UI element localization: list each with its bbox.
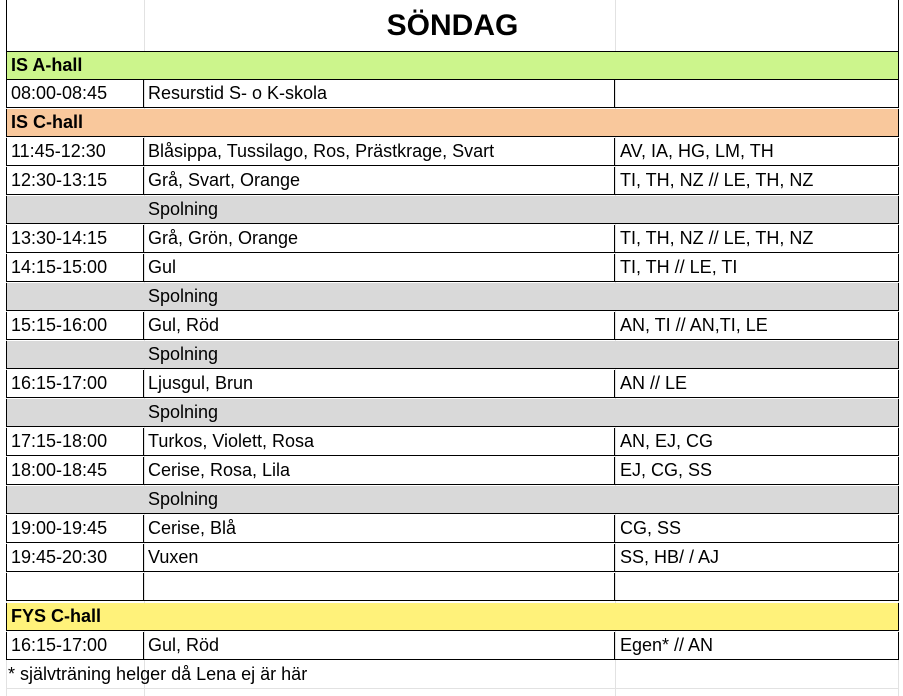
- table-row: [6, 370, 899, 398]
- empty-cell: [6, 573, 144, 600]
- time-cell: 19:00-19:45: [6, 515, 144, 542]
- staff-cell: TI, TH, NZ // LE, TH, NZ: [615, 225, 899, 252]
- footnote: * självträning helger då Lena ej är här: [8, 664, 308, 684]
- staff-cell: AV, IA, HG, LM, TH: [615, 138, 899, 165]
- spolning-row: [6, 399, 899, 427]
- groups-cell: Gul: [144, 254, 615, 281]
- staff-cell: SS, HB/ / AJ: [615, 544, 899, 571]
- section-header-a-hall: IS A-hall: [6, 52, 899, 79]
- time-cell: 17:15-18:00: [6, 428, 144, 455]
- groups-cell: Cerise, Rosa, Lila: [144, 457, 615, 484]
- groups-cell: Resurstid S- o K-skola: [144, 80, 615, 107]
- section-header-c-hall: IS C-hall: [6, 109, 899, 136]
- groups-cell: Gul, Röd: [144, 632, 615, 659]
- empty-row: [6, 573, 899, 601]
- time-cell: 15:15-16:00: [6, 312, 144, 339]
- section-row-a-hall: [6, 52, 899, 80]
- section-row-fys: [6, 603, 899, 631]
- table-row: [6, 167, 899, 195]
- groups-cell: Turkos, Violett, Rosa: [144, 428, 615, 455]
- groups-cell: Vuxen: [144, 544, 615, 571]
- page-title: SÖNDAG: [386, 8, 519, 42]
- spolning-label: Spolning: [148, 489, 219, 509]
- staff-cell: TI, TH, NZ // LE, TH, NZ: [615, 167, 899, 194]
- time-cell: 19:45-20:30: [6, 544, 144, 571]
- staff-cell: EJ, CG, SS: [615, 457, 899, 484]
- time-cell: 13:30-14:15: [6, 225, 144, 252]
- spolning-label: Spolning: [148, 286, 219, 306]
- time-cell: 14:15-15:00: [6, 254, 144, 281]
- title-row: [6, 0, 899, 52]
- groups-cell: Blåsippa, Tussilago, Ros, Prästkrage, Svart: [144, 138, 615, 165]
- time-cell: 12:30-13:15: [6, 167, 144, 194]
- table-row: [6, 457, 899, 485]
- spolning-row: [6, 341, 899, 369]
- table-row: [6, 254, 899, 282]
- groups-cell: Grå, Grön, Orange: [144, 225, 615, 252]
- spolning-label: Spolning: [148, 199, 219, 219]
- empty-cell: [144, 573, 615, 600]
- table-row: [6, 544, 899, 572]
- time-cell: 16:15-17:00: [6, 370, 144, 397]
- groups-cell: Cerise, Blå: [144, 515, 615, 542]
- groups-cell: Gul, Röd: [144, 312, 615, 339]
- grid-line: [6, 688, 899, 689]
- table-row: [6, 138, 899, 166]
- staff-cell: AN, TI // AN,TI, LE: [615, 312, 899, 339]
- staff-cell: AN // LE: [615, 370, 899, 397]
- staff-cell: Egen* // AN: [615, 632, 899, 659]
- table-row: [6, 80, 899, 108]
- section-header-fys: FYS C-hall: [6, 603, 899, 630]
- spolning-label: Spolning: [148, 344, 219, 364]
- table-row: [6, 428, 899, 456]
- time-cell: 16:15-17:00: [6, 632, 144, 659]
- staff-cell: [615, 80, 899, 107]
- spolning-row: [6, 283, 899, 311]
- empty-cell: [615, 573, 899, 600]
- spolning-row: [6, 196, 899, 224]
- staff-cell: TI, TH // LE, TI: [615, 254, 899, 281]
- table-row: [6, 312, 899, 340]
- table-row: [6, 225, 899, 253]
- spolning-row: [6, 486, 899, 514]
- staff-cell: CG, SS: [615, 515, 899, 542]
- staff-cell: AN, EJ, CG: [615, 428, 899, 455]
- section-row-c-hall: [6, 109, 899, 137]
- spolning-label: Spolning: [148, 402, 219, 422]
- time-cell: 08:00-08:45: [6, 80, 144, 107]
- time-cell: 18:00-18:45: [6, 457, 144, 484]
- groups-cell: Ljusgul, Brun: [144, 370, 615, 397]
- table-row: [6, 632, 899, 660]
- time-cell: 11:45-12:30: [6, 138, 144, 165]
- table-row: [6, 515, 899, 543]
- groups-cell: Grå, Svart, Orange: [144, 167, 615, 194]
